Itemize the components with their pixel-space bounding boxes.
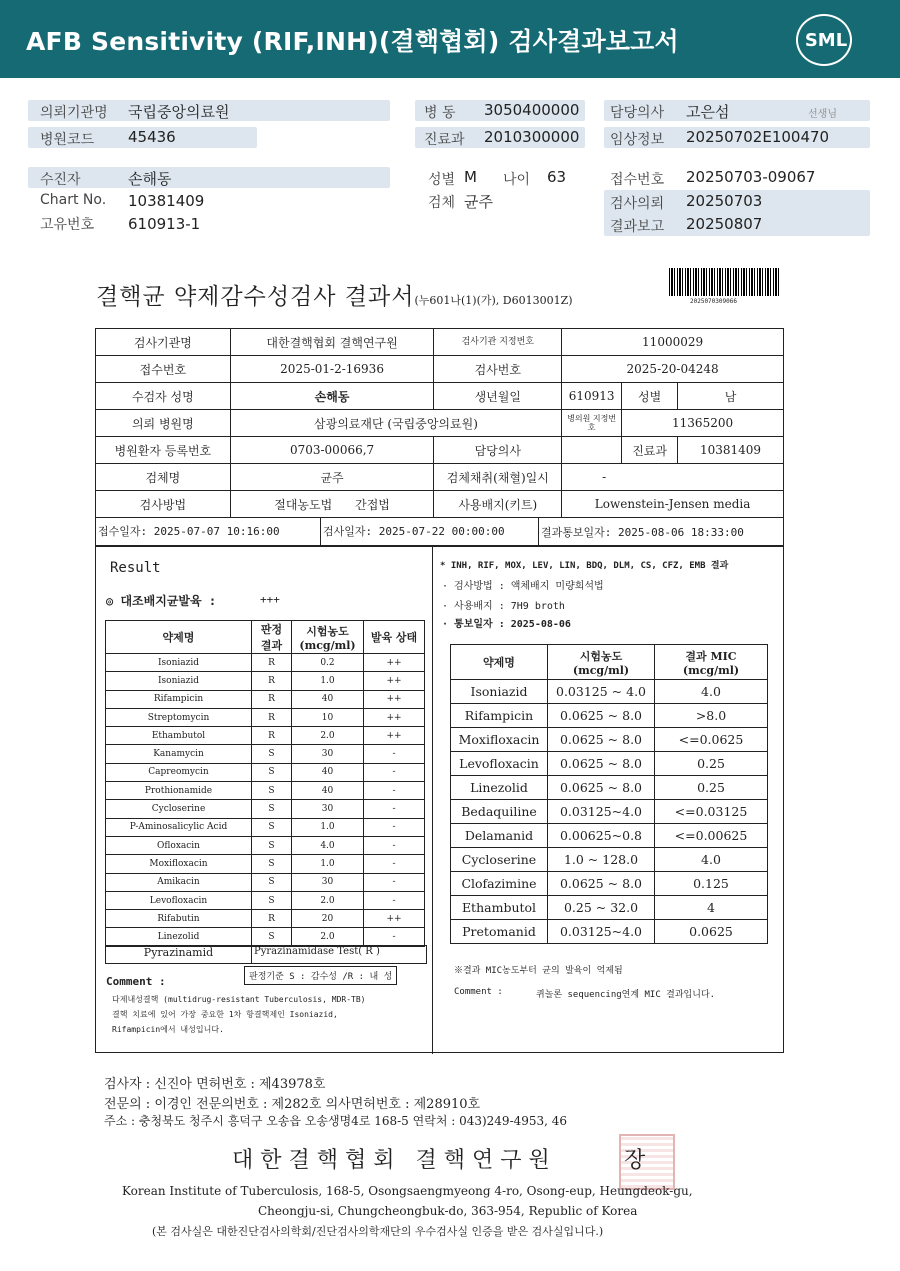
cell: 수검자 성명 [96,383,231,410]
pyrazinamid-row [105,945,427,964]
result-title: Result [110,560,161,576]
method-1: 절대농도법 [274,497,333,512]
cell: 검사번호 [434,356,562,383]
t2-cell: 0.125 [655,872,768,896]
barcode-number: 2025070309066 [690,298,737,305]
chart-label: Chart No. [40,192,107,208]
t1-cell: ++ [364,690,425,708]
t1-cell: Kanamycin [106,745,252,763]
t1-row [106,763,425,781]
mic-result-table [450,644,768,944]
t1-cell: ++ [364,672,425,690]
recv-value: 20250703-09067 [686,168,816,186]
cell: 병원환자 등록번호 [96,437,231,464]
uid-label: 고유번호 [40,217,95,233]
method-2: 간접법 [355,497,390,512]
t1-cell: R [252,690,292,708]
t1-cell: 30 [292,745,364,763]
t1-cell: R [252,727,292,745]
t1-row [106,928,425,946]
report-header [0,0,900,78]
t1-cell: Linezolid [106,928,252,946]
t1-cell: S [252,891,292,909]
sex-label: 성별 [428,172,456,188]
t2-cell: Delamanid [451,824,548,848]
t1-row [106,800,425,818]
t1-cell: P-Aminosalicylic Acid [106,818,252,836]
barcode [669,268,781,296]
t2-cell: Cycloserine [451,848,548,872]
t2-cell: Linezolid [451,776,548,800]
right-line-2: · 검사방법 : 액체배지 미량희석법 [442,581,604,592]
t1-cell: Isoniazid [106,654,252,672]
dept-value: 2010300000 [484,128,580,146]
t2-cell: 0.0625 ~ 8.0 [548,728,655,752]
t1-cell: 10 [292,708,364,726]
th: 약제명 [106,621,252,654]
t2-row [451,848,768,872]
t1-cell: Streptomycin [106,708,252,726]
ward-value: 3050400000 [484,101,580,119]
th: 시험농도 (mcg/ml) [548,645,655,680]
cell: - [562,464,784,491]
t2-cell: Bedaquiline [451,800,548,824]
t2-cell: 0.0625 ~ 8.0 [548,704,655,728]
t2-cell: Isoniazid [451,680,548,704]
cell: 접수번호 [96,356,231,383]
cell: 0703-00066,7 [230,437,434,464]
date-tested: 검사일자: 2025-07-22 00:00:00 [321,518,539,545]
control-value: +++ [260,593,280,606]
t2-cell: Clofazimine [451,872,548,896]
sml-logo [796,14,852,66]
t1-cell: ++ [364,910,425,928]
comment-line-2: 결핵 치료에 있어 가장 중요한 1차 항결핵제인 Isoniazid, [112,1010,338,1019]
t1-cell: Capreomycin [106,763,252,781]
sex-value: M [464,168,477,186]
t2-cell: 1.0 ~ 128.0 [548,848,655,872]
footer-line-2: 전문의 : 이경인 전문의번호 : 제282호 의사면허번호 : 제28910호 [104,1097,481,1112]
t1-cell: S [252,836,292,854]
t2-cell: 4 [655,896,768,920]
age-value: 63 [547,168,567,186]
cell: 손해동 [230,383,434,410]
t2-cell: Rifampicin [451,704,548,728]
t2-cell: Ethambutol [451,896,548,920]
cell: 검사방법 [96,491,231,518]
t1-cell: S [252,818,292,836]
t1-cell: ++ [364,708,425,726]
comment2: 퀴놀론 sequencing연계 MIC 결과입니다. [536,990,716,1000]
t1-cell: Prothionamide [106,782,252,800]
t1-row [106,855,425,873]
t2-row [451,872,768,896]
t2-cell: 4.0 [655,680,768,704]
t1-cell: R [252,708,292,726]
cell [230,491,434,518]
t2-row [451,920,768,944]
t1-row [106,873,425,891]
req-value: 20250703 [686,192,763,210]
doc-title [96,278,573,311]
cell: 남 [678,383,784,410]
t1-cell: - [364,855,425,873]
t1-row [106,690,425,708]
t1-row [106,818,425,836]
t2-cell: 0.03125 ~ 4.0 [548,680,655,704]
footer-cert: (본 검사실은 대한진단검사의학회/진단검사의학재단의 우수검사실 인증을 받은 검사실입니다.) [152,1225,604,1238]
inst-value: 국립중앙의료원 [128,103,230,121]
t2-cell: 0.25 ~ 32.0 [548,896,655,920]
t1-cell: Moxifloxacin [106,855,252,873]
cell: 검체명 [96,464,231,491]
specimen-value: 균주 [464,193,493,211]
footer-line-3: 주소 : 충청북도 청주시 흥덕구 오송읍 오송생명4로 168-5 연락처 : 043)249-4953, 46 [104,1114,568,1128]
t1-cell: Amikacin [106,873,252,891]
uid-value: 610913-1 [128,215,201,233]
t1-row [106,782,425,800]
cell: 10381409 [678,437,784,464]
t1-cell: S [252,745,292,763]
t2-cell: 0.0625 ~ 8.0 [548,776,655,800]
t2-cell: 0.25 [655,752,768,776]
specimen-label: 검체 [428,195,456,211]
t1-cell: Ofloxacin [106,836,252,854]
t1-cell: 20 [292,910,364,928]
chart-value: 10381409 [128,192,205,210]
t2-cell: 0.03125~4.0 [548,920,655,944]
t1-cell: 1.0 [292,855,364,873]
th: 판정 결과 [252,621,292,654]
divider [432,547,433,1054]
t1-cell: S [252,928,292,946]
cell: 병의원 지정번호 [562,410,622,437]
right-line-3: · 사용배지 : 7H9 broth [442,601,565,612]
clinical-label: 임상정보 [610,132,665,148]
t2-cell: Levofloxacin [451,752,548,776]
cell: 검체채취(채혈)일시 [434,464,562,491]
t1-cell: R [252,654,292,672]
req-label: 검사의뢰 [610,196,665,212]
th: 시험농도 (mcg/ml) [292,621,364,654]
t1-cell: R [252,910,292,928]
cell: 진료과 [622,437,678,464]
t2-cell: 0.03125~4.0 [548,800,655,824]
dept-label: 진료과 [424,132,465,148]
t1-cell: Rifampicin [106,690,252,708]
t1-row [106,672,425,690]
t1-cell: S [252,855,292,873]
date-received: 접수일자: 2025-07-07 10:16:00 [96,518,321,545]
cell: 대한결핵협회 결핵연구원 [230,329,434,356]
t2-row [451,752,768,776]
t1-cell: Ethambutol [106,727,252,745]
info-bar [28,167,390,188]
t2-cell: 4.0 [655,848,768,872]
t1-cell: 40 [292,782,364,800]
comment-line-3: Rifampicin에서 내성입니다. [112,1025,224,1034]
t1-cell: - [364,763,425,781]
t2-cell: <=0.00625 [655,824,768,848]
mic-note: ※결과 MIC농도부터 균의 발육이 억제됨 [454,966,623,976]
cell: 담당의사 [434,437,562,464]
t1-cell: - [364,782,425,800]
doctor-value: 고은섬 [686,103,730,121]
cell: 2025-01-2-16936 [230,356,434,383]
age-label: 나이 [503,172,531,188]
ward-label: 병 동 [424,105,456,121]
t1-row [106,836,425,854]
cell: 성별 [622,383,678,410]
t1-cell: - [364,928,425,946]
patient-value: 손해동 [128,170,172,188]
t1-cell: 2.0 [292,928,364,946]
cell: 검사기관 지정번호 [434,329,562,356]
cell: 삼광의료재단 (국립중앙의료원) [230,410,561,437]
t2-cell: 0.0625 ~ 8.0 [548,752,655,776]
pyra-name: Pyrazinamid [106,946,252,963]
t1-row [106,891,425,909]
logo-text: SML [804,30,848,51]
cell: 11365200 [622,410,784,437]
pyra-test: Pyrazinamidase Test( R ) [254,946,380,957]
patient-label: 수진자 [40,172,81,188]
inst-label: 의뢰기관명 [40,105,108,121]
t2-cell: Pretomanid [451,920,548,944]
cell: 생년월일 [434,383,562,410]
org-name: 대한결핵협회 결핵연구원 [232,1148,557,1173]
footer-en-2: Cheongju-si, Chungcheongbuk-do, 363-954, Republic of Korea [258,1204,638,1218]
t1-cell: 30 [292,873,364,891]
t1-cell: - [364,800,425,818]
t1-cell: S [252,873,292,891]
t2-row [451,800,768,824]
t1-cell: - [364,745,425,763]
t1-cell: 2.0 [292,727,364,745]
cell: 11000029 [562,329,784,356]
recv-label: 접수번호 [610,172,665,188]
cell [562,437,622,464]
doc-title-text: 결핵균 약제감수성검사 결과서 [96,284,415,310]
t1-row [106,727,425,745]
report-value: 20250807 [686,215,763,233]
right-line-4: · 통보일자 : 2025-08-06 [442,619,571,630]
t2-row [451,896,768,920]
t2-cell: 0.25 [655,776,768,800]
t1-cell: ++ [364,727,425,745]
footer-line-1: 검사자 : 신진아 면허번호 : 제43978호 [104,1077,326,1092]
comment2-label: Comment : [454,987,503,997]
t1-cell: 4.0 [292,836,364,854]
t1-cell: 1.0 [292,818,364,836]
cell: 2025-20-04248 [562,356,784,383]
clinical-value: 20250702E100470 [686,128,830,146]
doctor-label: 담당의사 [610,105,665,121]
t1-cell: 0.2 [292,654,364,672]
cell: 의뢰 병원명 [96,410,231,437]
t2-cell: <=0.0625 [655,728,768,752]
doctor-suffix: 선생님 [808,109,837,120]
th: 결과 MIC (mcg/ml) [655,645,768,680]
t1-cell: S [252,782,292,800]
th: 약제명 [451,645,548,680]
t1-cell: - [364,873,425,891]
report-title: AFB Sensitivity (RIF,INH)(결핵협회) 검사결과보고서 [26,27,679,56]
t1-cell: 2.0 [292,891,364,909]
t1-cell: Rifabutin [106,910,252,928]
result-panel [95,546,784,1053]
org-seal-char: 장 [624,1148,646,1173]
t1-cell: Isoniazid [106,672,252,690]
report-label: 결과보고 [610,219,665,235]
t1-cell: 40 [292,690,364,708]
comment-line-1: 다제내성결핵 (multidrug-resistant Tuberculosis, MDR-TB) [112,995,366,1004]
th: 발육 상태 [364,621,425,654]
right-line-1: * INH, RIF, MOX, LEV, LIN, BDQ, DLM, CS, CFZ, EMB 결과 [440,561,729,571]
t1-row [106,910,425,928]
cell: 균주 [230,464,434,491]
code-value: 45436 [128,128,176,146]
t2-row [451,728,768,752]
t1-cell: - [364,818,425,836]
cell: 사용배지(키트) [434,491,562,518]
t1-cell: 1.0 [292,672,364,690]
t1-cell: R [252,672,292,690]
cell: Lowenstein-Jensen media [562,491,784,518]
t1-cell: S [252,800,292,818]
t1-cell: 30 [292,800,364,818]
t1-cell: 40 [292,763,364,781]
t2-row [451,824,768,848]
t2-row [451,680,768,704]
t1-row [106,654,425,672]
cell: 610913 [562,383,622,410]
t1-cell: ++ [364,654,425,672]
date-notified: 결과통보일자: 2025-08-06 18:33:00 [541,525,744,539]
t2-row [451,704,768,728]
exam-info-table [95,328,784,546]
t2-cell: 0.0625 [655,920,768,944]
control-label: ◎ 대조배지균발육 : [106,594,217,608]
t1-row [106,745,425,763]
code-label: 병원코드 [40,132,95,148]
solid-result-table [105,620,425,947]
t1-cell: Cycloserine [106,800,252,818]
t1-row [106,708,425,726]
t1-cell: S [252,763,292,781]
t2-cell: >8.0 [655,704,768,728]
t2-cell: 0.00625~0.8 [548,824,655,848]
t2-row [451,776,768,800]
doc-subtitle: (누601나(1)(가), D6013001Z) [414,294,573,307]
cell: 검사기관명 [96,329,231,356]
footer-en-1: Korean Institute of Tuberculosis, 168-5, Osongsaengmyeong 4-ro, Osong-eup, Heungdeok-gu, [122,1184,693,1198]
criteria: 판정기준 S : 감수성 /R : 내 성 [244,966,397,985]
t2-cell: 0.0625 ~ 8.0 [548,872,655,896]
t1-cell: - [364,836,425,854]
t2-cell: Moxifloxacin [451,728,548,752]
t1-cell: - [364,891,425,909]
dates-row [96,518,784,546]
comment-label: Comment : [106,975,166,988]
t1-cell: Levofloxacin [106,891,252,909]
t2-cell: <=0.03125 [655,800,768,824]
